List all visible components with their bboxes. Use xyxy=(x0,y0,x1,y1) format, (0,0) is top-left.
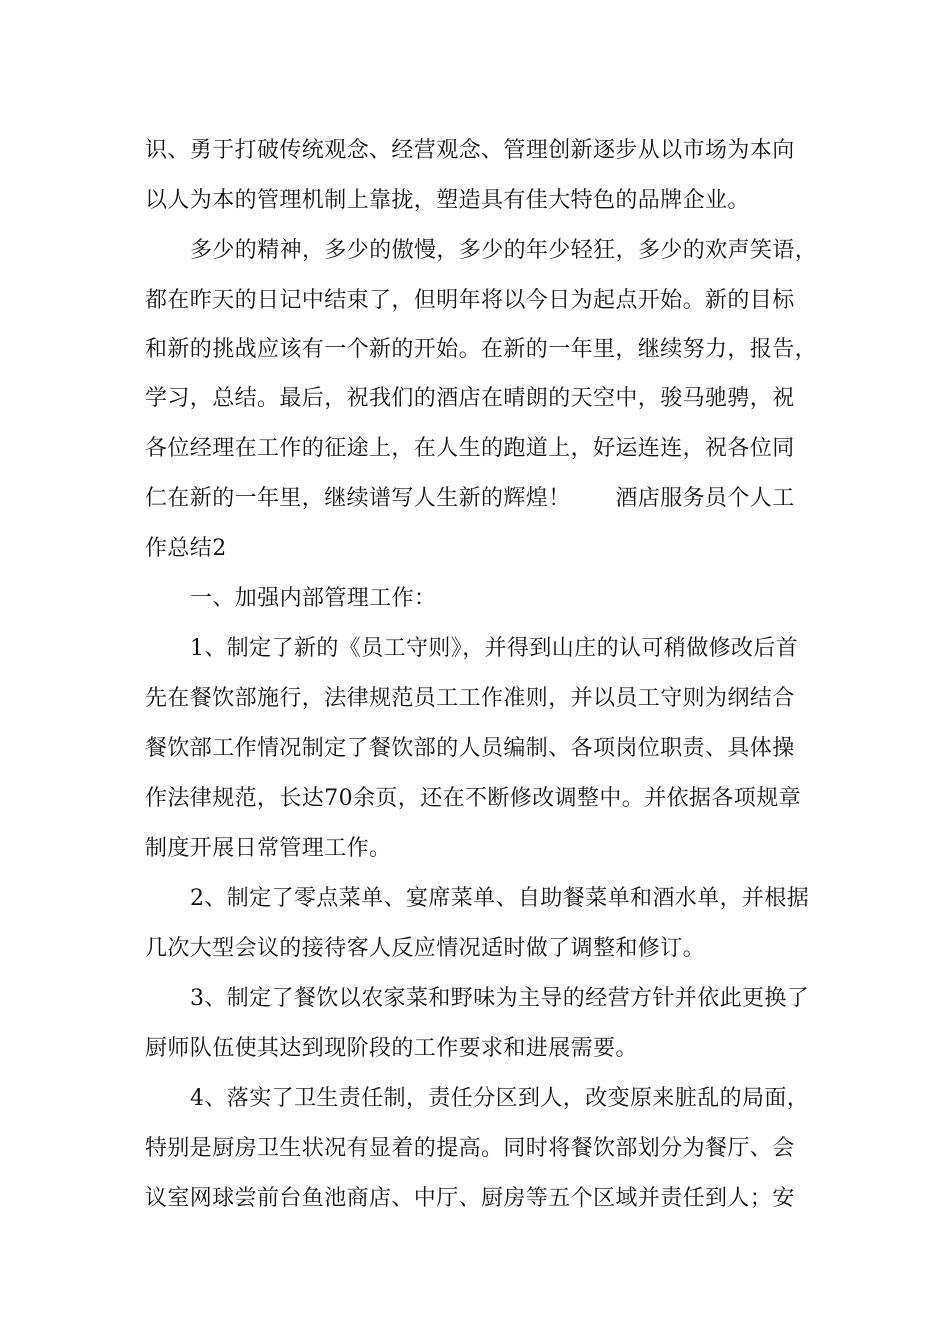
text-line: 识、勇于打破传统观念、经营观念、管理创新逐步从以市场为本向 xyxy=(145,138,795,163)
text-line: 以人为本的管理机制上靠拢，塑造具有佳大特色的品牌企业。 xyxy=(145,188,750,213)
text-line: 各位经理在工作的征途上，在人生的跑道上，好运连连，祝各位同 xyxy=(145,436,795,461)
text-line: 仁在新的一年里，继续谱写人生新的辉煌！ 酒店服务员个人工 xyxy=(145,486,795,511)
text-line: 和新的挑战应该有一个新的开始。在新的一年里，继续努力，报告， xyxy=(145,337,818,362)
text-line: 作法律规范，长达70余页，还在不断修改调整中。并依据各项规章 xyxy=(145,786,801,811)
section-title-line: 作总结2 xyxy=(145,536,227,561)
text-line: 厨师队伍使其达到现阶段的工作要求和进展需要。 xyxy=(145,1036,638,1061)
list-item-start-line: 1、制定了新的《员工守则》，并得到山庄的认可稍做修改后首 xyxy=(190,636,799,661)
text-line: 几次大型会议的接待客人反应情况适时做了调整和修订。 xyxy=(145,936,706,961)
text-line: 都在昨天的日记中结束了，但明年将以今日为起点开始。新的目标 xyxy=(145,288,795,313)
list-item-start-line: 2、制定了零点菜单、宴席菜单、自助餐菜单和酒水单，并根据 xyxy=(190,886,810,911)
text-line: 学习，总结。最后，祝我们的酒店在晴朗的天空中，骏马驰骋，祝 xyxy=(145,386,795,411)
text-line: 议室网球尝前台鱼池商店、中厅、厨房等五个区域并责任到人；安 xyxy=(145,1186,795,1211)
text-line: 餐饮部工作情况制定了餐饮部的人员编制、各项岗位职责、具体操 xyxy=(145,736,795,761)
list-item-start-line: 4、落实了卫生责任制，责任分区到人，改变原来脏乱的局面， xyxy=(190,1086,810,1111)
heading-line: 一、加强内部管理工作： xyxy=(190,586,437,611)
text-line: 特别是厨房卫生状况有显着的提高。同时将餐饮部划分为餐厅、会 xyxy=(145,1136,795,1161)
list-item-start-line: 3、制定了餐饮以农家菜和野味为主导的经营方针并依此更换了 xyxy=(190,986,810,1011)
text-line: 先在餐饮部施行，法律规范员工工作准则，并以员工守则为纲结合 xyxy=(145,686,795,711)
paragraph-start-line: 多少的精神，多少的傲慢，多少的年少轻狂，多少的欢声笑语， xyxy=(190,238,818,263)
text-line: 制度开展日常管理工作。 xyxy=(145,836,392,861)
